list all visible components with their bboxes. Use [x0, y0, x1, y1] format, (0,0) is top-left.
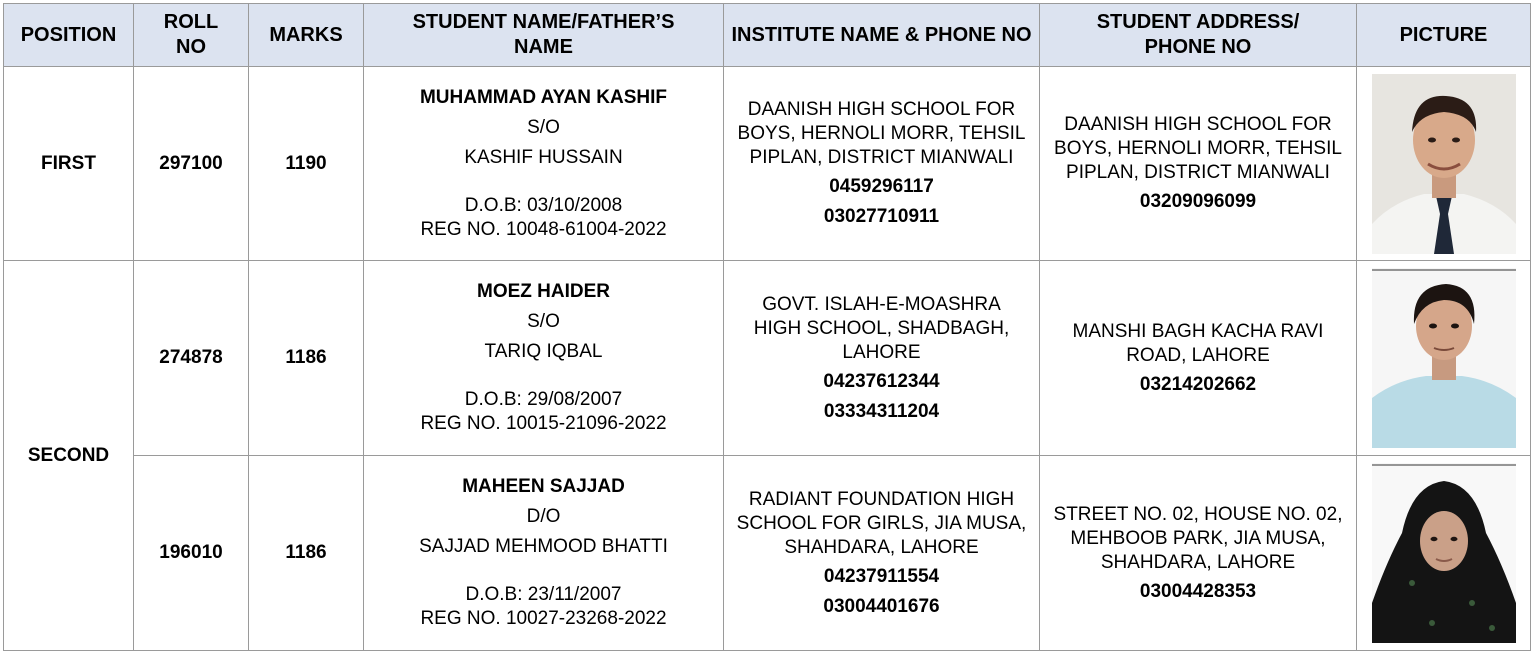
address-cell: [1040, 261, 1357, 456]
date-of-birth: D.O.B: 23/11/2007: [465, 584, 622, 605]
position-first: FIRST: [4, 67, 134, 261]
address-cell: [1040, 456, 1357, 651]
table-row: [4, 456, 1531, 651]
registration-number: REG NO. 10048-61004-2022: [420, 218, 667, 240]
father-name: TARIQ IQBAL: [484, 341, 603, 362]
student-photo-boy-2: [1372, 268, 1516, 448]
table-row: [4, 67, 1531, 261]
institute-cell: [724, 456, 1040, 651]
student-address: DAANISH HIGH SCHOOL FOR BOYS, HERNOLI MORR, TEHSIL PIPLAN, DISTRICT MIANWALI: [1054, 114, 1342, 183]
header-row: [4, 4, 1531, 67]
roll-no: 297100: [134, 67, 249, 261]
date-of-birth: D.O.B: 29/08/2007: [464, 389, 623, 410]
header-address: STUDENT ADDRESS/ PHONE NO: [1040, 4, 1357, 67]
date-of-birth: D.O.B: 03/10/2008: [464, 194, 623, 216]
picture-cell: [1357, 67, 1531, 261]
student-name-cell: [364, 67, 724, 261]
student-photo: [1372, 463, 1516, 643]
institute-name: RADIANT FOUNDATION HIGH SCHOOL FOR GIRLS, JIA MUSA, SHAHDARA, LAHORE: [736, 488, 1027, 558]
header-institute: INSTITUTE NAME & PHONE NO: [724, 4, 1040, 67]
relation: D/O: [526, 506, 561, 527]
institute-name: DAANISH HIGH SCHOOL FOR BOYS, HERNOLI MORR, TEHSIL PIPLAN, DISTRICT MIANWALI: [737, 99, 1026, 168]
marks: 1190: [249, 67, 364, 261]
institute-phone-1: 0459296117: [829, 176, 934, 197]
institute-phone-2: 03027710911: [823, 206, 940, 227]
institute-name: GOVT. ISLAH-E-MOASHRA HIGH SCHOOL, SHADBAGH, LAHORE: [753, 293, 1010, 363]
student-name: MOEZ HAIDER: [477, 281, 610, 302]
institute-cell: [724, 67, 1040, 261]
address-cell: [1040, 67, 1357, 261]
student-photo-boy-1: [1372, 74, 1516, 254]
relation: S/O: [527, 116, 560, 138]
student-name-cell: [364, 261, 724, 456]
father-name: SAJJAD MEHMOOD BHATTI: [419, 536, 668, 557]
marks: 1186: [249, 456, 364, 651]
relation: S/O: [527, 311, 560, 332]
registration-number: REG NO. 10027-23268-2022: [420, 608, 667, 629]
student-name: MUHAMMAD AYAN KASHIF: [419, 86, 667, 108]
institute-phone-1: 04237612344: [823, 370, 940, 392]
marks: 1186: [249, 261, 364, 456]
registration-number: REG NO. 10015-21096-2022: [420, 413, 667, 434]
institute-cell: [724, 261, 1040, 456]
roll-no: 196010: [134, 456, 249, 651]
address-phone: 03214202662: [1139, 373, 1257, 395]
header-picture: PICTURE: [1357, 4, 1531, 67]
student-address: MANSHI BAGH KACHA RAVI ROAD, LAHORE: [1072, 320, 1324, 366]
picture-cell: [1357, 456, 1531, 651]
roll-no: 274878: [134, 261, 249, 456]
student-name-cell: [364, 456, 724, 651]
header-position: POSITION: [4, 4, 134, 67]
institute-phone-2: 03004401676: [823, 595, 940, 617]
header-roll-no: ROLL NO: [134, 4, 249, 67]
header-marks: MARKS: [249, 4, 364, 67]
results-table: [3, 3, 1531, 651]
header-student-name: STUDENT NAME/FATHER’S NAME: [364, 4, 724, 67]
position-second: SECOND: [4, 261, 134, 651]
institute-phone-1: 04237911554: [823, 565, 940, 587]
institute-phone-2: 03334311204: [823, 400, 940, 422]
student-photo: [1372, 268, 1516, 448]
table-row: [4, 261, 1531, 456]
student-photo: [1372, 74, 1516, 254]
student-address: STREET NO. 02, HOUSE NO. 02, MEHBOOB PARK, JIA MUSA, SHAHDARA, LAHORE: [1053, 503, 1343, 573]
picture-cell: [1357, 261, 1531, 456]
student-name: MAHEEN SAJJAD: [462, 476, 625, 497]
address-phone: 03004428353: [1139, 580, 1257, 602]
father-name: KASHIF HUSSAIN: [464, 146, 623, 168]
student-photo-girl: [1372, 463, 1516, 643]
address-phone: 03209096099: [1139, 191, 1257, 212]
